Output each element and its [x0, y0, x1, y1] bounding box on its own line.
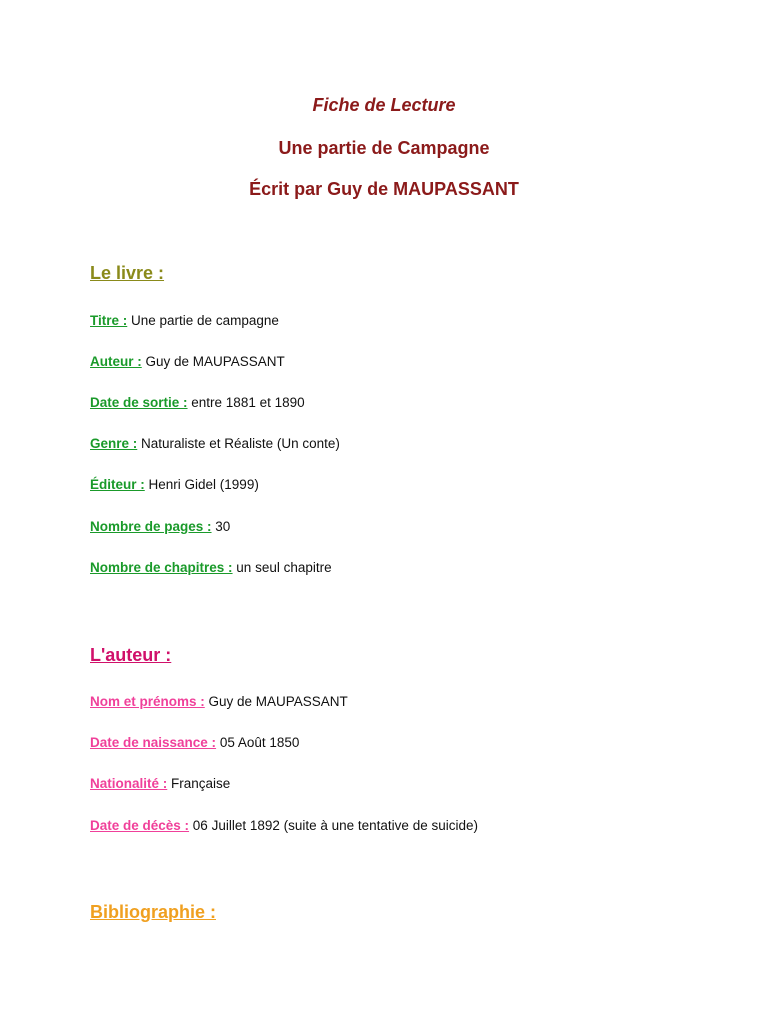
field-nombre-de-pages — [90, 519, 230, 534]
field-value: Naturaliste et Réaliste (Un conte) — [137, 436, 340, 451]
book-title-heading: Une partie de Campagne — [278, 138, 490, 158]
field-label: Auteur : — [90, 354, 142, 369]
field-value: entre 1881 et 1890 — [187, 395, 305, 410]
field-nombre-de-chapitres — [90, 560, 332, 575]
field-value: un seul chapitre — [232, 560, 332, 575]
author-heading: Écrit par Guy de MAUPASSANT — [249, 179, 519, 199]
field-value: Guy de MAUPASSANT — [141, 354, 285, 369]
field-label: Date de naissance : — [90, 735, 217, 750]
field-value: Henri Gidel (1999) — [144, 477, 259, 492]
field-label: Nationalité : — [90, 776, 168, 791]
field-label: Genre : — [90, 436, 138, 451]
field-titre — [90, 313, 279, 328]
field-auteur — [90, 354, 285, 369]
field-date-de-sortie — [90, 395, 305, 410]
field-label: Nom et prénoms : — [90, 694, 205, 709]
document-title: Fiche de Lecture — [312, 95, 456, 115]
section-heading-livre: Le livre : — [90, 263, 165, 283]
field-value: Guy de MAUPASSANT — [204, 694, 348, 709]
field-genre — [90, 436, 340, 451]
field-nationalite — [90, 776, 230, 791]
field-value: Une partie de campagne — [127, 313, 279, 328]
field-label: Date de sortie : — [90, 395, 188, 410]
field-editeur — [90, 477, 259, 492]
field-label: Éditeur : — [90, 477, 145, 492]
field-label: Titre : — [90, 313, 128, 328]
section-heading-bibliographie: Bibliographie : — [90, 902, 216, 922]
field-date-de-deces — [90, 818, 478, 833]
field-label: Date de décès : — [90, 818, 190, 833]
field-label: Nombre de chapitres : — [90, 560, 233, 575]
field-value: 30 — [211, 519, 231, 534]
field-label: Nombre de pages : — [90, 519, 212, 534]
field-date-de-naissance — [90, 735, 299, 750]
field-value: Française — [167, 776, 231, 791]
field-value: 05 Août 1850 — [216, 735, 300, 750]
field-value: 06 Juillet 1892 (suite à une tentative de suicide) — [189, 818, 478, 833]
section-heading-auteur: L'auteur : — [90, 645, 172, 665]
field-nom-et-prenoms — [90, 694, 348, 709]
